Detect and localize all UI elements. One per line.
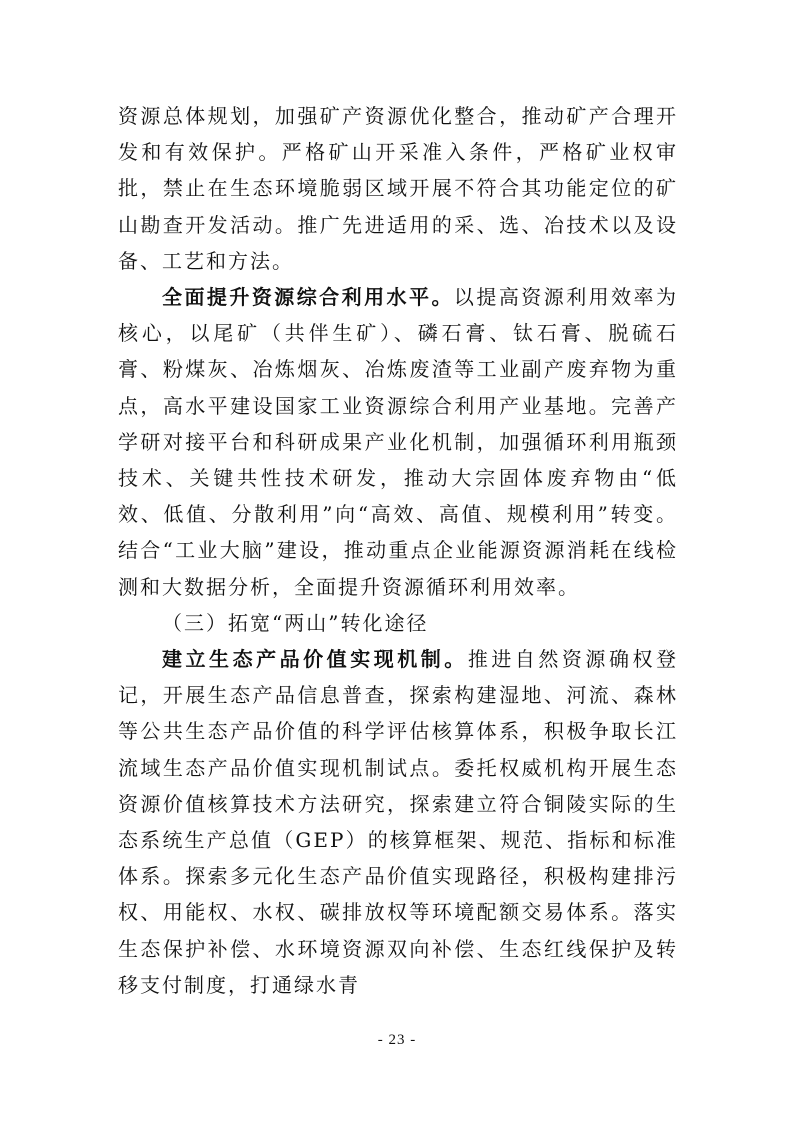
paragraph-text: 推进自然资源确权登记，开展生态产品信息普查，探索构建湿地、河流、森林等公共生态产品价值的科学评估核算体系，积极争取长江流域生态产品价值实现机制试点。委托权威机构开展生态资源价值核算技术方法研究，探索建立符合铜陵实际的生态系统生产总值（GEP）的核算框架、规范、指标和标准体系。探索多元化生态产品价值实现路径，积极构建排污权、用能权、水权、碳排放权等环境配额交易体系。落实生态保护补偿、水环境资源双向补偿、生态红线保护及转移支付制度，打通绿水青 — [118, 647, 679, 997]
section-heading: （三）拓宽“两山”转化途径 — [162, 610, 429, 635]
paragraph-text: 以提高资源利用效率为核心，以尾矿（共伴生矿）、磷石膏、钛石膏、脱硫石膏、粉煤灰、冶炼烟灰、冶炼废渣等工业副产废弃物为重点，高水平建设国家工业资源综合利用产业基地。完善产学研对接平台和科研成果产业化机制，加强循环利用瓶颈技术、关键共性技术研发，推动大宗固体废弃物由“低效、低值、分散利用”向“高效、高值、规模利用”转变。结合“工业大脑”建设，推动重点企业能源资源消耗在线检测和大数据分析，全面提升资源循环利用效率。 — [118, 285, 679, 599]
paragraph-mining-planning — [118, 98, 678, 279]
document-body — [118, 98, 678, 1003]
paragraph-text: 资源总体规划，加强矿产资源优化整合，推动矿产合理开发和有效保护。严格矿山开采准入条件，严格矿业权审批，禁止在生态环境脆弱区域开展不符合其功能定位的矿山勘查开发活动。推广先进适用的采、选、冶技术以及设备、工艺和方法。 — [118, 104, 678, 273]
paragraph-lead: 全面提升资源综合利用水平。 — [162, 285, 454, 310]
page-number: - 23 - — [377, 1032, 417, 1048]
paragraph-resource-utilization — [118, 279, 678, 605]
paragraph-lead: 建立生态产品价值实现机制。 — [162, 647, 468, 672]
paragraph-eco-value — [118, 641, 678, 1003]
